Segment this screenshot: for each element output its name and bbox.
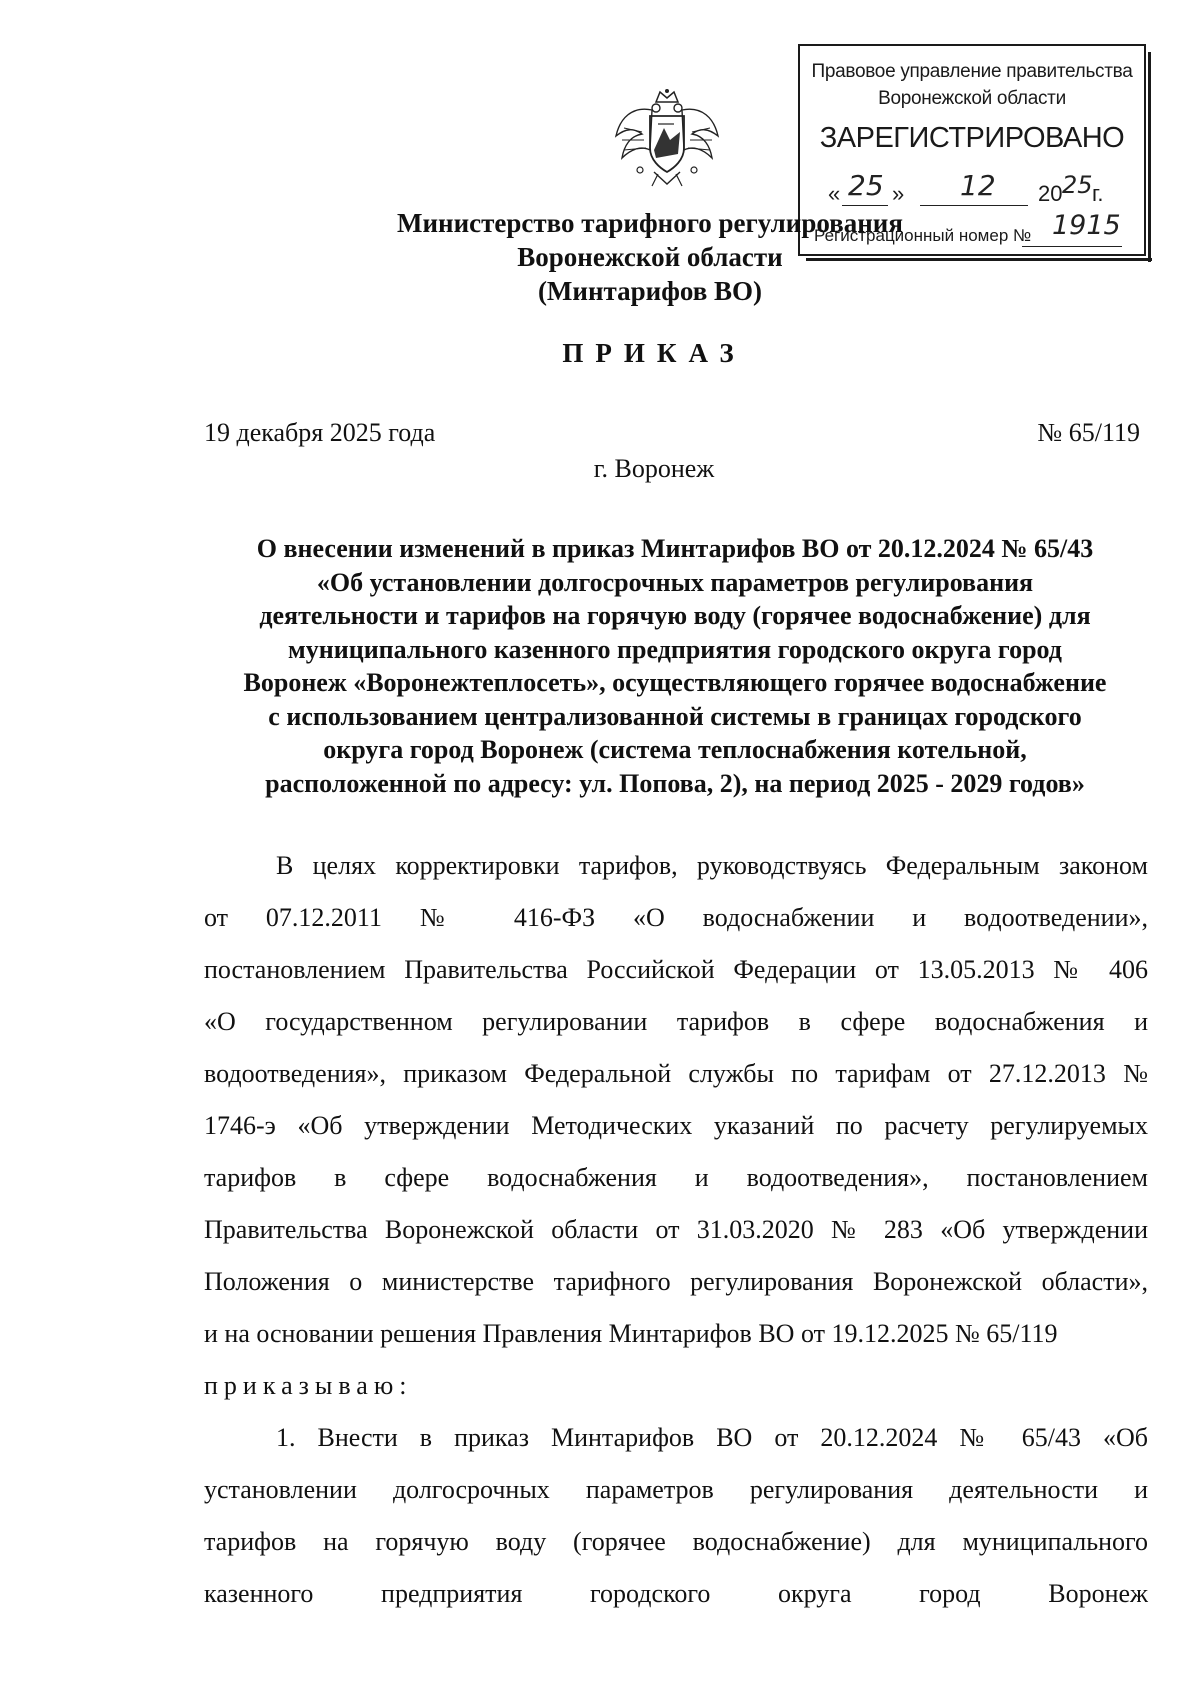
body-line: водоотведения», приказом Федеральной службы по тарифам от 27.12.2013 № bbox=[204, 1059, 1148, 1088]
body-line: Правительства Воронежской области от 31.03.2020 № 283 «Об утверждении bbox=[204, 1215, 1148, 1244]
title-line: расположенной по адресу: ул. Попова, 2), на период 2025 - 2029 годов» bbox=[265, 768, 1085, 798]
stamp-reg-number-value: 1915 bbox=[1052, 210, 1121, 241]
stamp-date-year-prefix: 20 bbox=[1038, 181, 1063, 206]
body-line: от 07.12.2011 № 416-ФЗ «О водоснабжении и водоотведении», bbox=[204, 903, 1148, 932]
stamp-org-line2: Воронежской области bbox=[878, 88, 1066, 109]
title-line: деятельности и тарифов на горячую воду (горячее водоснабжение) для bbox=[259, 601, 1091, 630]
stamp-date-year-hand: 25 bbox=[1062, 171, 1093, 199]
title-line: Воронеж «Воронежтеплосеть», осуществляющего горячее водоснабжение bbox=[243, 668, 1107, 697]
title-line: «Об установлении долгосрочных параметров регулирования bbox=[316, 567, 1034, 597]
coat-of-arms-emblem bbox=[612, 88, 722, 188]
body-line: постановлением Правительства Российской Федерации от 13.05.2013 № 406 bbox=[204, 955, 1148, 984]
stamp-date-day: 25 bbox=[848, 169, 884, 202]
ministry-header bbox=[0, 206, 1200, 308]
body-line: и на основании решения Правления Минтарифов ВО от 19.12.2025 № 65/119 bbox=[204, 1319, 1058, 1348]
title-line: с использованием централизованной системы в границах городского bbox=[268, 701, 1082, 731]
stamp-date-row bbox=[828, 169, 1128, 209]
stamp-date-close-quote: » bbox=[892, 181, 905, 206]
stamp-organization bbox=[800, 58, 1144, 112]
stamp-date-year-suffix: г. bbox=[1092, 181, 1104, 206]
body-line-item-1: 1. Внести в приказ Минтарифов ВО от 20.12.2024 № 65/43 «Об bbox=[276, 1423, 1148, 1452]
body-line: В целях корректировки тарифов, руководствуясь Федеральным законом bbox=[276, 851, 1148, 880]
order-number: № 65/119 bbox=[1037, 418, 1140, 447]
order-title bbox=[200, 532, 1150, 800]
body-line: казенного предприятия городского округа город Воронеж bbox=[204, 1579, 1148, 1608]
stamp-date-month: 12 bbox=[960, 169, 996, 202]
body-line: Положения о министерстве тарифного регулирования Воронежской области», bbox=[204, 1267, 1148, 1296]
body-line: установлении долгосрочных параметров регулирования деятельности и bbox=[204, 1475, 1148, 1504]
title-line: округа город Воронеж (система теплоснабжения котельной, bbox=[323, 735, 1027, 764]
title-line: О внесении изменений в приказ Минтарифов ВО от 20.12.2024 № 65/43 bbox=[256, 534, 1094, 563]
body-line: «О государственном регулировании тарифов в сфере водоснабжения и bbox=[204, 1007, 1148, 1036]
ministry-abbreviation: (Минтарифов ВО) bbox=[537, 276, 763, 306]
stamp-reg-number-label: Регистрационный номер № bbox=[814, 226, 1032, 245]
stamp-registered-label: ЗАРЕГИСТРИРОВАНО bbox=[819, 122, 1125, 154]
order-body bbox=[204, 840, 1148, 1620]
order-city: г. Воронеж bbox=[593, 454, 715, 483]
stamp-date-open-quote: « bbox=[828, 181, 841, 206]
body-line-order-verb: приказываю: bbox=[204, 1371, 413, 1400]
stamp-org-line1: Правовое управление правительства bbox=[811, 61, 1133, 82]
body-line: тарифов в сфере водоснабжения и водоотведения», постановлением bbox=[204, 1163, 1148, 1192]
body-line: 1746-э «Об утверждении Методических указаний по расчету регулируемых bbox=[204, 1111, 1148, 1140]
body-line: тарифов на горячую воду (горячее водоснабжение) для муниципального bbox=[204, 1527, 1148, 1556]
order-date: 19 декабря 2025 года bbox=[204, 418, 436, 447]
document-type-heading: ПРИКАЗ bbox=[562, 338, 746, 368]
ministry-name-line2: Воронежской области bbox=[517, 242, 783, 272]
title-line: муниципального казенного предприятия городского округа город bbox=[288, 634, 1062, 664]
ministry-name-line1: Министерство тарифного регулирования bbox=[397, 208, 903, 238]
